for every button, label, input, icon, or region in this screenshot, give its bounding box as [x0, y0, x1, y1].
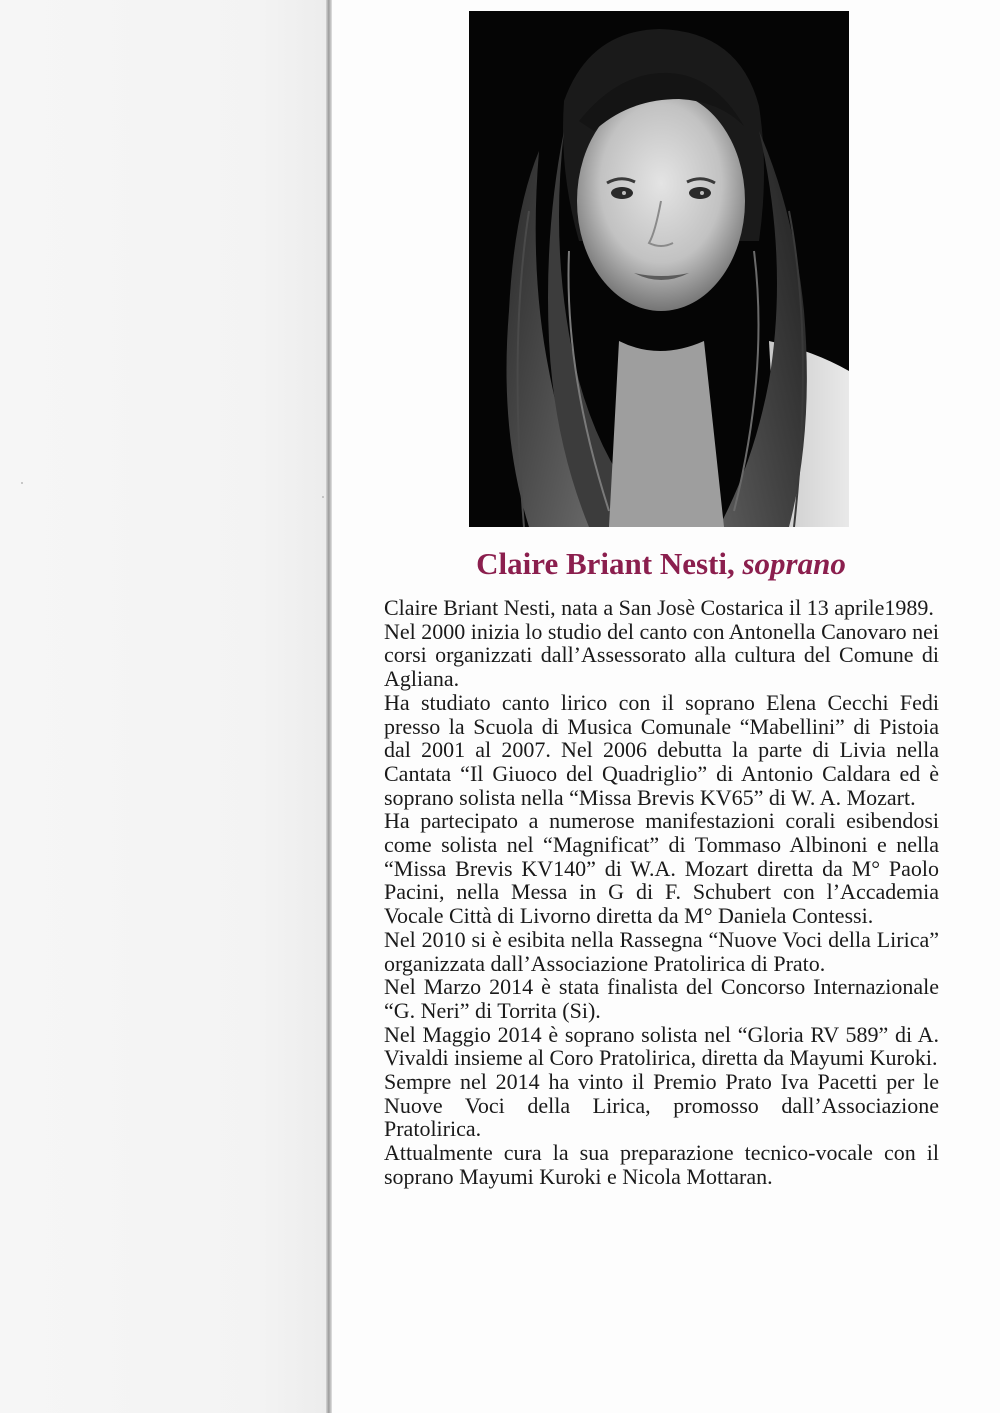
bio-paragraph: Nel Maggio 2014 è soprano solista nel “Gloria RV 589” di A. Vivaldi insieme al Coro Pratolirica, diretta da Mayumi Kuroki.	[384, 1021, 939, 1071]
bio-paragraph: Ha partecipato a numerose manifestazioni corali esibendosi come solista nel “Magnificat” di Tommaso Albinoni e nella “Missa Brevis KV140” di W.A. Mozart diretta da M° Paolo Pacini, nella Messa in G di F. Schubert con l’Accademia Vocale Città di Livorno diretta da M° Daniela Contessi.	[384, 808, 939, 929]
bio-paragraph: Nel Marzo 2014 è stata finalista del Concorso Internazionale “G. Neri” di Torrita (Si).	[384, 974, 939, 1023]
bio-paragraph: Claire Briant Nesti, nata a San Josè Costarica il 13 aprile1989.	[384, 595, 934, 620]
singer-name: Claire Briant Nesti,	[476, 546, 735, 581]
bio-paragraph: Nel 2010 si è esibita nella Rassegna “Nuove Voci della Lirica” organizzata dall’Associazione Pratolirica di Prato.	[384, 926, 939, 976]
blank-left-page	[0, 0, 328, 1413]
bio-paragraph: Nel 2000 inizia lo studio del canto con Antonella Canovaro nei corsi organizzati dall’Assessorato alla cultura del Comune di Agliana.	[384, 618, 939, 692]
paper-speck	[322, 496, 324, 498]
portrait-photo	[469, 11, 849, 527]
bio-paragraph: Attualmente cura la sua preparazione tecnico-vocale con il soprano Mayumi Kuroki e Nicola Mottaran.	[384, 1140, 939, 1189]
page-title	[380, 544, 942, 584]
singer-role: soprano	[742, 546, 846, 581]
portrait-photo-icon	[469, 11, 849, 527]
bio-paragraph: Ha studiato canto lirico con il soprano Elena Cecchi Fedi presso la Scuola di Musica Comunale “Mabellini” di Pistoia dal 2001 al 2007. Nel 2006 debutta la parte di Livia nella Cantata “Il Giuoco del Quadriglio” di Antonio Caldara ed è soprano solista nella “Missa Brevis KV65” di W. A. Mozart.	[384, 689, 939, 810]
biography-text	[384, 596, 939, 1189]
paper-speck	[21, 482, 23, 484]
bio-paragraph: Sempre nel 2014 ha vinto il Premio Prato Iva Pacetti per le Nuove Voci della Lirica, promosso dall’Associazione Pratolirica.	[384, 1069, 939, 1142]
